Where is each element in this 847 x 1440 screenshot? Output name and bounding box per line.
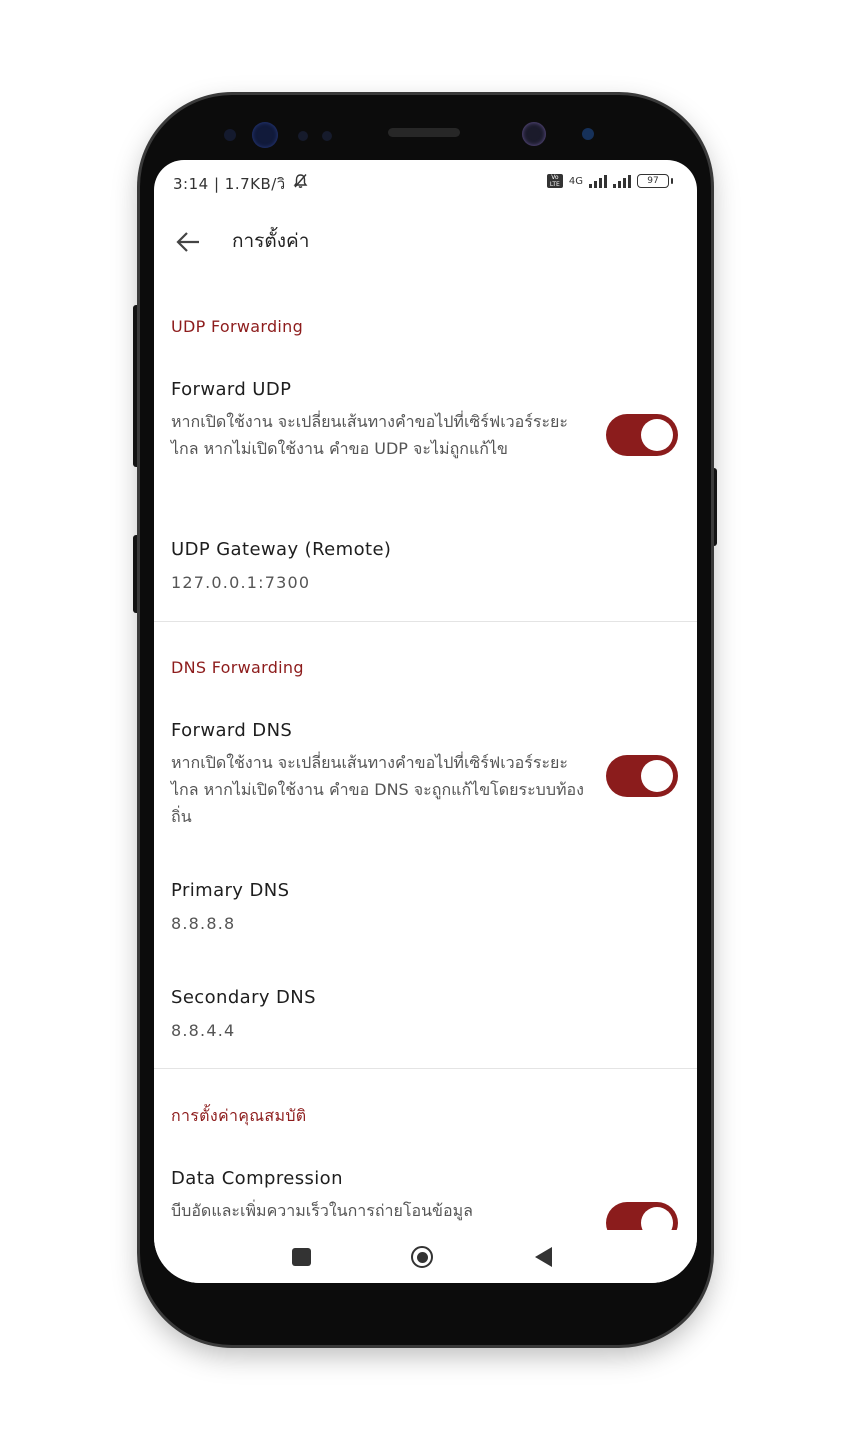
- pref-value-secondary-dns: 8.8.4.4: [171, 1021, 236, 1040]
- back-button[interactable]: [170, 224, 206, 260]
- pref-title-forward-udp: Forward UDP: [171, 379, 292, 400]
- status-bar: [154, 160, 697, 208]
- screen: [154, 160, 697, 1283]
- forward-udp-toggle[interactable]: [606, 414, 678, 456]
- light-sensor: [298, 131, 308, 141]
- section-title-udp: UDP Forwarding: [171, 317, 304, 336]
- pref-title-secondary-dns: Secondary DNS: [171, 987, 316, 1008]
- pref-desc-forward-dns: หากเปิดใช้งาน จะเปลี่ยนเส้นทางคำขอไปที่เซิร์ฟเวอร์ระยะไกล หากไม่เปิดใช้งาน คำขอ DNS จะถูกแก้ไขโดยระบบท้องถิ่น: [171, 753, 584, 826]
- pref-value-primary-dns: 8.8.8.8: [171, 914, 236, 933]
- iris-scanner: [252, 122, 278, 148]
- toggle-knob: [641, 419, 673, 451]
- network-type: 4G: [568, 175, 583, 187]
- status-left: [173, 172, 308, 196]
- signal-icon-2: [613, 175, 631, 188]
- triangle-icon: [535, 1247, 552, 1267]
- section-title-properties: การตั้งค่าคุณสมบัติ: [171, 1106, 307, 1125]
- light-sensor-2: [322, 131, 332, 141]
- app-bar: [154, 210, 697, 270]
- pref-desc-data-compression: บีบอัดและเพิ่มความเร็วในการถ่ายโอนข้อมูล: [171, 1201, 473, 1220]
- pref-value-udp-gateway: 127.0.0.1:7300: [171, 573, 311, 592]
- pref-title-udp-gateway: UDP Gateway (Remote): [171, 539, 392, 560]
- iris-led: [582, 128, 594, 140]
- status-right: [547, 174, 669, 188]
- front-camera: [522, 122, 546, 146]
- home-button[interactable]: [408, 1243, 436, 1271]
- pref-title-forward-dns: Forward DNS: [171, 720, 293, 741]
- square-icon: [292, 1248, 311, 1266]
- nav-back-button[interactable]: [529, 1243, 557, 1271]
- time-and-speed: 3:14 | 1.7KB/วิ: [173, 175, 286, 193]
- circle-icon: [411, 1246, 433, 1268]
- signal-icon: [589, 175, 607, 188]
- proximity-sensor: [224, 129, 236, 141]
- page-title: การตั้งค่า: [232, 230, 310, 252]
- forward-dns-toggle[interactable]: [606, 755, 678, 797]
- volte-icon: Vo LTE: [547, 174, 563, 188]
- section-divider: [154, 621, 697, 622]
- arrow-left-icon: [175, 231, 201, 253]
- section-divider: [154, 1068, 697, 1069]
- pref-title-data-compression: Data Compression: [171, 1168, 343, 1189]
- navigation-bar: [154, 1230, 697, 1283]
- battery-level: 97: [647, 176, 659, 186]
- pref-title-primary-dns: Primary DNS: [171, 880, 290, 901]
- battery-icon: [637, 174, 669, 188]
- toggle-knob: [641, 760, 673, 792]
- pref-desc-forward-udp: หากเปิดใช้งาน จะเปลี่ยนเส้นทางคำขอไปที่เซิร์ฟเวอร์ระยะไกล หากไม่เปิดใช้งาน คำขอ UDP จะไม่ถูกแก้ไข: [171, 412, 568, 458]
- bell-off-icon: [293, 173, 308, 193]
- earpiece-speaker: [388, 128, 460, 137]
- recents-button[interactable]: [287, 1243, 315, 1271]
- section-title-dns: DNS Forwarding: [171, 658, 304, 677]
